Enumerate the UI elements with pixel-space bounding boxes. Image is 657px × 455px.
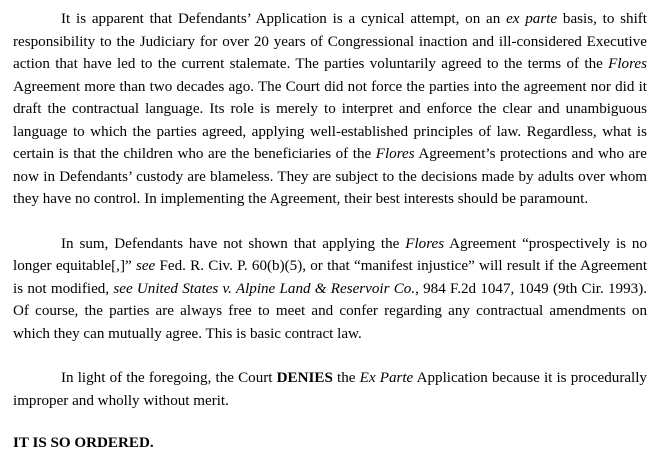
citation-signal-see: see [135, 258, 156, 274]
emphasis-flores: Flores [608, 56, 647, 72]
paragraph-argument [13, 8, 647, 211]
text-run: Agreement’s protections and who are now in Defendants’ custody are blameless. They are subject to the decisions made by adults over whom they have no control. In implementing the Agreement, their best interests should be paramount. [13, 146, 647, 207]
emphasis-flores: Flores [405, 235, 445, 252]
text-run: It is apparent that Defendants’ Application is a cynical attempt, on an [61, 11, 507, 27]
text-run: basis, to shift responsibility to the Judiciary for over 20 years of Congressional inaction and ill-considered Executive action that have led to the current stalemate. The parties voluntarily agreed to the terms of the [13, 11, 647, 72]
text-run: Agreement “prospectively is no longer equitable[,]” [13, 235, 647, 274]
text-run: , 984 F.2d 1047, 1049 (9th Cir. 1993). Of course, the parties are always free to meet and confer regarding any contractual amendments on which they can mutually agree. This is basic contract law. [13, 280, 647, 342]
text-run: Agreement more than two decades ago. The Court did not force the parties into the agreement nor did it draft the contractual language. Its role is merely to interpret and enforce the clear and unambiguous language to which the parties agreed, applying well-established principles of law. Regardless, what is certain is that the children who are the beneficiaries of the [13, 78, 647, 162]
order-statement: IT IS SO ORDERED. [13, 435, 154, 451]
emphasis-ex-parte: Ex Parte [359, 370, 414, 386]
emphasis-flores: Flores [375, 146, 415, 162]
case-citation: see United States v. Alpine Land & Reservoir Co. [113, 280, 416, 297]
text-run: In sum, Defendants have not shown that applying the [61, 235, 406, 252]
text-run: the [332, 370, 360, 386]
text-run: In light of the foregoing, the Court [61, 370, 277, 386]
document-page [13, 8, 647, 455]
paragraph-ruling [13, 367, 647, 412]
text-run: Application because it is procedurally improper and wholly without merit. [13, 370, 647, 409]
text-run: Fed. R. Civ. P. 60(b)(5), or that “manifest injustice” will result if the Agreement is not modified, [13, 258, 648, 297]
paragraph-summary [13, 233, 647, 346]
emphasis-ex-parte: ex parte [506, 11, 558, 27]
ruling-denies: DENIES [276, 370, 333, 386]
